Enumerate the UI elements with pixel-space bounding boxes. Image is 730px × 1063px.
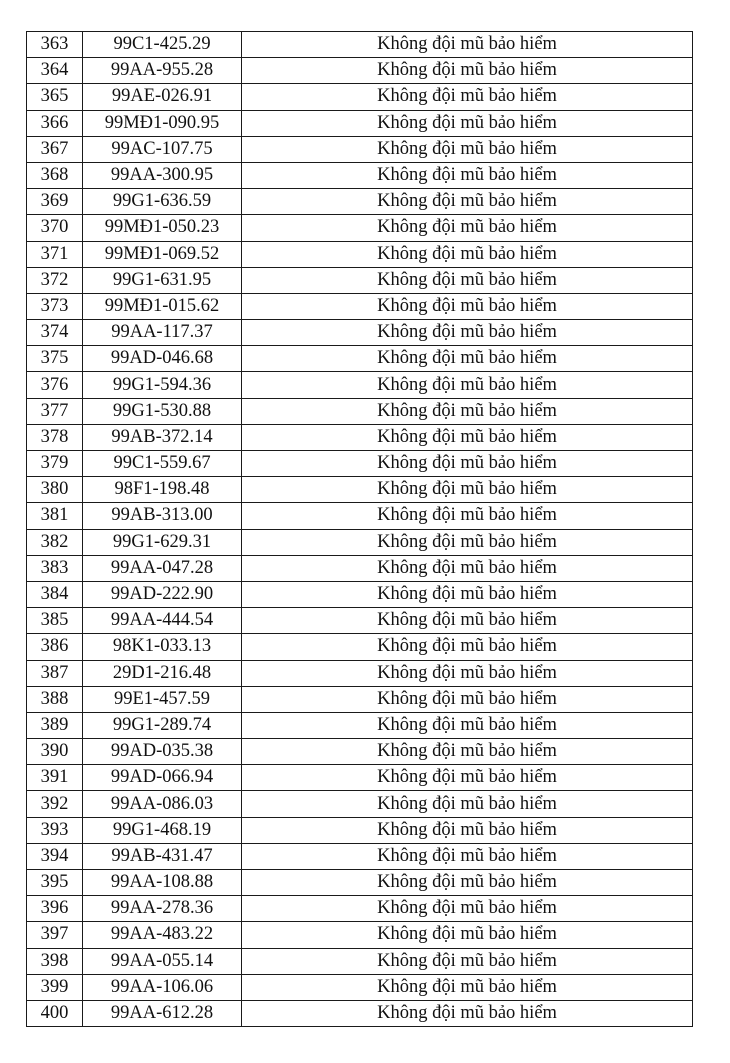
license-plate-cell: 99AA-117.37 bbox=[83, 320, 242, 346]
license-plate-cell: 99AD-066.94 bbox=[83, 765, 242, 791]
violation-cell: Không đội mũ bảo hiểm bbox=[242, 215, 693, 241]
row-number-cell: 364 bbox=[27, 58, 83, 84]
license-plate-cell: 99AA-300.95 bbox=[83, 162, 242, 188]
violation-cell: Không đội mũ bảo hiểm bbox=[242, 398, 693, 424]
license-plate-cell: 99AA-483.22 bbox=[83, 922, 242, 948]
row-number-cell: 376 bbox=[27, 372, 83, 398]
license-plate-cell: 99MĐ1-015.62 bbox=[83, 293, 242, 319]
violation-cell: Không đội mũ bảo hiểm bbox=[242, 1000, 693, 1026]
table-row bbox=[27, 529, 693, 555]
license-plate-cell: 99AA-955.28 bbox=[83, 58, 242, 84]
row-number-cell: 375 bbox=[27, 346, 83, 372]
license-plate-cell: 99G1-468.19 bbox=[83, 817, 242, 843]
violation-cell: Không đội mũ bảo hiểm bbox=[242, 817, 693, 843]
row-number-cell: 384 bbox=[27, 581, 83, 607]
row-number-cell: 377 bbox=[27, 398, 83, 424]
violation-cell: Không đội mũ bảo hiểm bbox=[242, 529, 693, 555]
violation-table-body bbox=[27, 32, 693, 1027]
license-plate-cell: 99G1-631.95 bbox=[83, 267, 242, 293]
row-number-cell: 366 bbox=[27, 110, 83, 136]
row-number-cell: 394 bbox=[27, 843, 83, 869]
table-row bbox=[27, 634, 693, 660]
table-row bbox=[27, 896, 693, 922]
row-number-cell: 400 bbox=[27, 1000, 83, 1026]
license-plate-cell: 99AD-046.68 bbox=[83, 346, 242, 372]
table-row bbox=[27, 398, 693, 424]
row-number-cell: 393 bbox=[27, 817, 83, 843]
row-number-cell: 397 bbox=[27, 922, 83, 948]
violation-cell: Không đội mũ bảo hiểm bbox=[242, 739, 693, 765]
row-number-cell: 386 bbox=[27, 634, 83, 660]
violation-cell: Không đội mũ bảo hiểm bbox=[242, 608, 693, 634]
table-row bbox=[27, 110, 693, 136]
row-number-cell: 363 bbox=[27, 32, 83, 58]
license-plate-cell: 29D1-216.48 bbox=[83, 660, 242, 686]
row-number-cell: 379 bbox=[27, 451, 83, 477]
violation-cell: Không đội mũ bảo hiểm bbox=[242, 974, 693, 1000]
license-plate-cell: 99G1-636.59 bbox=[83, 189, 242, 215]
violation-cell: Không đội mũ bảo hiểm bbox=[242, 791, 693, 817]
row-number-cell: 399 bbox=[27, 974, 83, 1000]
violation-cell: Không đội mũ bảo hiểm bbox=[242, 581, 693, 607]
row-number-cell: 381 bbox=[27, 503, 83, 529]
row-number-cell: 383 bbox=[27, 555, 83, 581]
violation-cell: Không đội mũ bảo hiểm bbox=[242, 293, 693, 319]
table-row bbox=[27, 555, 693, 581]
table-row bbox=[27, 320, 693, 346]
violation-cell: Không đội mũ bảo hiểm bbox=[242, 84, 693, 110]
table-row bbox=[27, 241, 693, 267]
table-row bbox=[27, 712, 693, 738]
license-plate-cell: 99AC-107.75 bbox=[83, 136, 242, 162]
row-number-cell: 378 bbox=[27, 424, 83, 450]
license-plate-cell: 99AA-612.28 bbox=[83, 1000, 242, 1026]
violation-cell: Không đội mũ bảo hiểm bbox=[242, 477, 693, 503]
violation-cell: Không đội mũ bảo hiểm bbox=[242, 32, 693, 58]
table-row bbox=[27, 477, 693, 503]
table-row bbox=[27, 922, 693, 948]
table-row bbox=[27, 817, 693, 843]
license-plate-cell: 99AB-372.14 bbox=[83, 424, 242, 450]
license-plate-cell: 99AB-313.00 bbox=[83, 503, 242, 529]
row-number-cell: 389 bbox=[27, 712, 83, 738]
table-row bbox=[27, 1000, 693, 1026]
license-plate-cell: 99C1-559.67 bbox=[83, 451, 242, 477]
violation-cell: Không đội mũ bảo hiểm bbox=[242, 320, 693, 346]
license-plate-cell: 99AA-086.03 bbox=[83, 791, 242, 817]
license-plate-cell: 99AA-047.28 bbox=[83, 555, 242, 581]
row-number-cell: 369 bbox=[27, 189, 83, 215]
table-row bbox=[27, 843, 693, 869]
row-number-cell: 380 bbox=[27, 477, 83, 503]
license-plate-cell: 99G1-289.74 bbox=[83, 712, 242, 738]
license-plate-cell: 99G1-530.88 bbox=[83, 398, 242, 424]
row-number-cell: 398 bbox=[27, 948, 83, 974]
violation-cell: Không đội mũ bảo hiểm bbox=[242, 110, 693, 136]
table-row bbox=[27, 293, 693, 319]
violation-cell: Không đội mũ bảo hiểm bbox=[242, 424, 693, 450]
table-row bbox=[27, 608, 693, 634]
violation-cell: Không đội mũ bảo hiểm bbox=[242, 346, 693, 372]
table-row bbox=[27, 346, 693, 372]
table-row bbox=[27, 974, 693, 1000]
license-plate-cell: 99AD-035.38 bbox=[83, 739, 242, 765]
row-number-cell: 390 bbox=[27, 739, 83, 765]
table-row bbox=[27, 870, 693, 896]
violation-cell: Không đội mũ bảo hiểm bbox=[242, 896, 693, 922]
license-plate-cell: 99AA-278.36 bbox=[83, 896, 242, 922]
violation-cell: Không đội mũ bảo hiểm bbox=[242, 58, 693, 84]
row-number-cell: 396 bbox=[27, 896, 83, 922]
license-plate-cell: 99AA-106.06 bbox=[83, 974, 242, 1000]
row-number-cell: 368 bbox=[27, 162, 83, 188]
table-row bbox=[27, 372, 693, 398]
violation-cell: Không đội mũ bảo hiểm bbox=[242, 189, 693, 215]
license-plate-cell: 98F1-198.48 bbox=[83, 477, 242, 503]
row-number-cell: 391 bbox=[27, 765, 83, 791]
license-plate-cell: 99AB-431.47 bbox=[83, 843, 242, 869]
license-plate-cell: 99AA-055.14 bbox=[83, 948, 242, 974]
license-plate-cell: 98K1-033.13 bbox=[83, 634, 242, 660]
row-number-cell: 373 bbox=[27, 293, 83, 319]
license-plate-cell: 99AE-026.91 bbox=[83, 84, 242, 110]
violation-cell: Không đội mũ bảo hiểm bbox=[242, 843, 693, 869]
license-plate-cell: 99C1-425.29 bbox=[83, 32, 242, 58]
violation-cell: Không đội mũ bảo hiểm bbox=[242, 634, 693, 660]
row-number-cell: 395 bbox=[27, 870, 83, 896]
violation-cell: Không đội mũ bảo hiểm bbox=[242, 686, 693, 712]
table-row bbox=[27, 162, 693, 188]
violation-table bbox=[26, 31, 693, 1027]
table-row bbox=[27, 136, 693, 162]
table-row bbox=[27, 267, 693, 293]
row-number-cell: 374 bbox=[27, 320, 83, 346]
violation-cell: Không đội mũ bảo hiểm bbox=[242, 503, 693, 529]
row-number-cell: 365 bbox=[27, 84, 83, 110]
violation-cell: Không đội mũ bảo hiểm bbox=[242, 555, 693, 581]
violation-cell: Không đội mũ bảo hiểm bbox=[242, 948, 693, 974]
license-plate-cell: 99AD-222.90 bbox=[83, 581, 242, 607]
violation-cell: Không đội mũ bảo hiểm bbox=[242, 660, 693, 686]
row-number-cell: 388 bbox=[27, 686, 83, 712]
license-plate-cell: 99MĐ1-050.23 bbox=[83, 215, 242, 241]
violation-cell: Không đội mũ bảo hiểm bbox=[242, 136, 693, 162]
table-row bbox=[27, 791, 693, 817]
table-row bbox=[27, 686, 693, 712]
violation-cell: Không đội mũ bảo hiểm bbox=[242, 451, 693, 477]
violation-cell: Không đội mũ bảo hiểm bbox=[242, 372, 693, 398]
license-plate-cell: 99AA-108.88 bbox=[83, 870, 242, 896]
table-row bbox=[27, 32, 693, 58]
row-number-cell: 392 bbox=[27, 791, 83, 817]
license-plate-cell: 99G1-629.31 bbox=[83, 529, 242, 555]
violation-cell: Không đội mũ bảo hiểm bbox=[242, 765, 693, 791]
violation-cell: Không đội mũ bảo hiểm bbox=[242, 870, 693, 896]
violation-cell: Không đội mũ bảo hiểm bbox=[242, 162, 693, 188]
table-row bbox=[27, 424, 693, 450]
license-plate-cell: 99MĐ1-090.95 bbox=[83, 110, 242, 136]
document-page bbox=[26, 31, 692, 1027]
table-row bbox=[27, 765, 693, 791]
table-row bbox=[27, 739, 693, 765]
row-number-cell: 370 bbox=[27, 215, 83, 241]
table-row bbox=[27, 948, 693, 974]
violation-cell: Không đội mũ bảo hiểm bbox=[242, 267, 693, 293]
table-row bbox=[27, 84, 693, 110]
table-row bbox=[27, 660, 693, 686]
row-number-cell: 385 bbox=[27, 608, 83, 634]
table-row bbox=[27, 189, 693, 215]
row-number-cell: 387 bbox=[27, 660, 83, 686]
table-row bbox=[27, 58, 693, 84]
table-row bbox=[27, 503, 693, 529]
row-number-cell: 371 bbox=[27, 241, 83, 267]
row-number-cell: 382 bbox=[27, 529, 83, 555]
table-row bbox=[27, 451, 693, 477]
violation-cell: Không đội mũ bảo hiểm bbox=[242, 712, 693, 738]
table-row bbox=[27, 581, 693, 607]
row-number-cell: 367 bbox=[27, 136, 83, 162]
license-plate-cell: 99G1-594.36 bbox=[83, 372, 242, 398]
license-plate-cell: 99E1-457.59 bbox=[83, 686, 242, 712]
license-plate-cell: 99AA-444.54 bbox=[83, 608, 242, 634]
license-plate-cell: 99MĐ1-069.52 bbox=[83, 241, 242, 267]
table-row bbox=[27, 215, 693, 241]
violation-cell: Không đội mũ bảo hiểm bbox=[242, 241, 693, 267]
violation-cell: Không đội mũ bảo hiểm bbox=[242, 922, 693, 948]
row-number-cell: 372 bbox=[27, 267, 83, 293]
